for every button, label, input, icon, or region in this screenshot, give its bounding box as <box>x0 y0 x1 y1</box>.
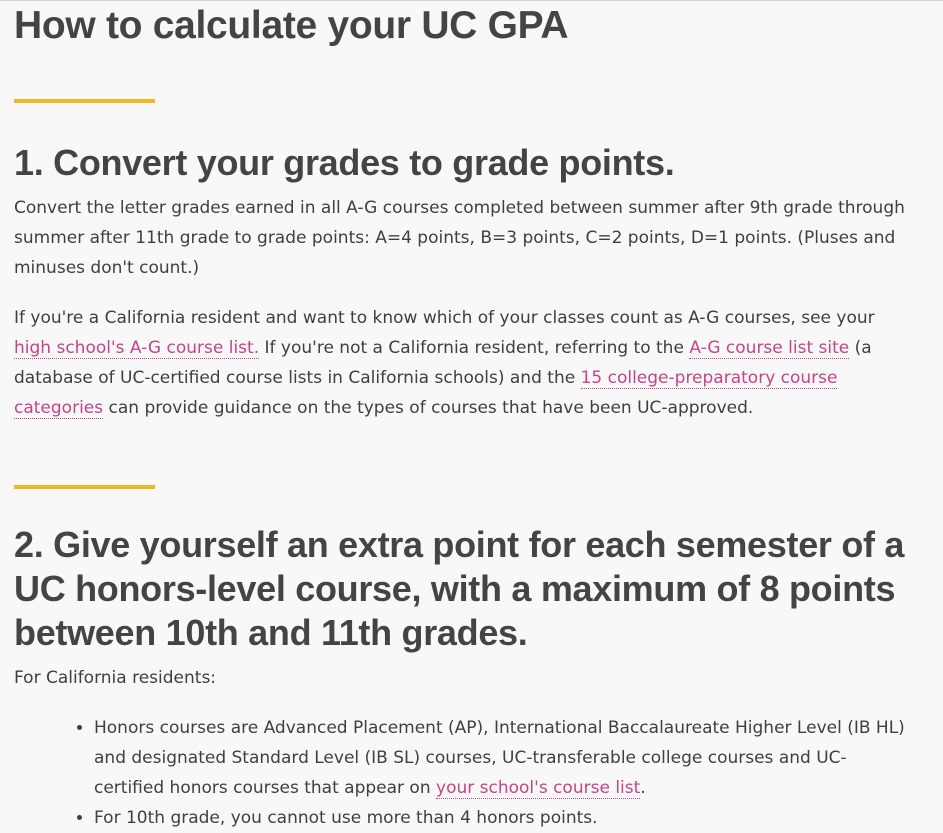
page-title: How to calculate your UC GPA <box>14 4 569 47</box>
paragraph-text: If you're not a California resident, referring to the <box>259 338 690 358</box>
honors-rules-list <box>14 713 914 833</box>
school-course-list-link[interactable]: your school's course list <box>436 778 641 798</box>
list-item: • For 10th grade, you cannot use more than 4 honors points. <box>94 803 914 833</box>
list-item-text: . <box>640 778 646 798</box>
step-1-heading: 1. Convert your grades to grade points. <box>14 142 675 183</box>
paragraph-text: If you're a California resident and want to know which of your classes count as A-G courses, see your <box>14 308 875 328</box>
ag-course-list-site-link[interactable]: A-G course list site <box>689 338 850 358</box>
course-categories-link[interactable]: 15 college-preparatory course categories <box>14 368 838 418</box>
article <box>14 1 914 833</box>
step-2-intro: For California residents: <box>14 668 217 688</box>
step-1-paragraph: Convert the letter grades earned in all A-G courses completed between summer after 9th grade through summer after 11th grade to grade points: A=4 points, B=3 points, C=2 points, D=1 points. (Pluses and minuses don't count.) <box>14 198 905 278</box>
list-item <box>94 713 914 803</box>
paragraph-text: (a database of UC-certified course lists in California schools) and the <box>14 338 872 388</box>
step-1-resources-paragraph <box>14 303 914 423</box>
section-divider <box>14 99 155 103</box>
list-item-text: Honors courses are Advanced Placement (AP), International Baccalaureate Higher Level (IB HL) and designated Standard Level (IB SL) courses, UC-transferable college courses and UC-certified honors courses that appear on <box>94 718 905 798</box>
section-divider <box>14 485 155 489</box>
step-2-heading: 2. Give yourself an extra point for each semester of a UC honors-level course, with a maximum of 8 points between 10th and 11th grades. <box>14 524 905 653</box>
high-school-ag-list-link[interactable]: high school's A-G course list. <box>14 338 260 358</box>
paragraph-text: can provide guidance on the types of courses that have been UC-approved. <box>103 398 754 418</box>
